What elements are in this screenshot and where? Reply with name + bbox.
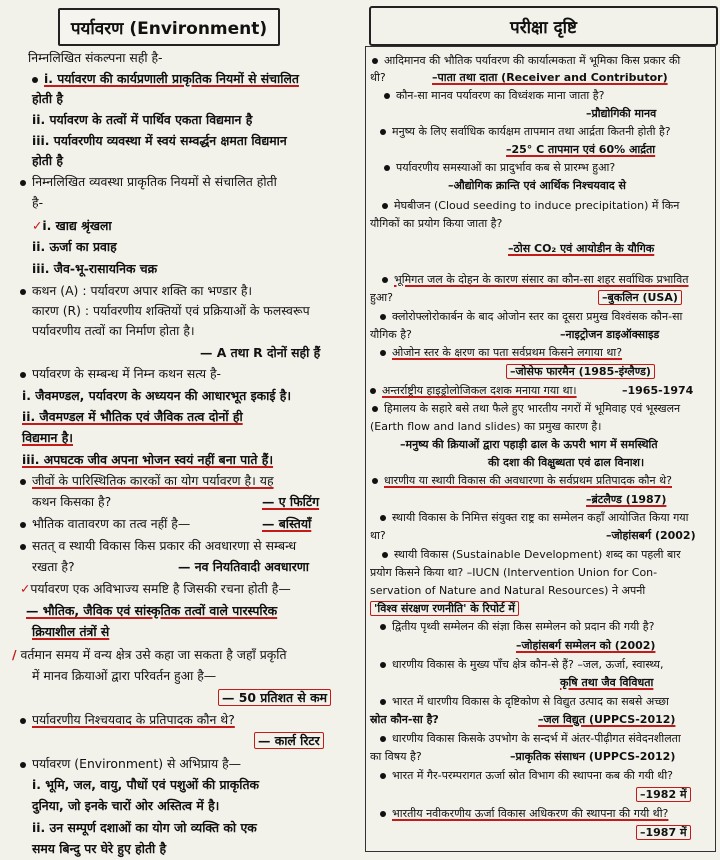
text-line: भौतिक वातावरण का तत्व नहीं है— (20, 514, 190, 533)
answer-line: –25° C तापमान एवं 60% आर्द्रता (506, 143, 656, 156)
bullet-icon (20, 479, 26, 485)
bullet-icon (382, 277, 388, 283)
text-line: 'विश्व संरक्षण रणनीति' के रिपोर्ट में (370, 600, 519, 617)
text-line: रखता है? (32, 559, 75, 574)
answer-line: –मनुष्य की क्रियाओं द्वारा पहाड़ी ढाल के ऊपरी भाग में समस्थिति (400, 438, 658, 451)
bullet-icon (380, 811, 386, 817)
answer-line: — ए फिटिंग (262, 494, 320, 509)
bullet-icon (384, 93, 390, 99)
text-line: निम्नलिखित व्यवस्था प्राकृतिक नियमों से संचालित होती (20, 172, 277, 191)
bullet-icon (380, 314, 386, 320)
answer-line: — 50 प्रतिशत से कम (218, 688, 331, 707)
bullet-icon (370, 388, 376, 394)
answer-line: — कार्ल रिटर (254, 731, 324, 750)
text-line: सतत् व स्थायी विकास किस प्रकार की अवधारणा से सम्बन्ध (20, 536, 296, 555)
text-line: धारणीय विकास के मुख्य पाँच क्षेत्र कौन-से हैं? –जल, ऊर्जा, स्वास्थ्य, (380, 656, 664, 673)
bullet-icon (380, 350, 386, 356)
text-line: में मानव क्रियाओं द्वारा परिवर्तन हुआ है— (32, 668, 217, 683)
bullet-icon (32, 77, 38, 83)
answer-line: –प्राकृतिक संसाधन (UPPCS-2012) (510, 750, 676, 763)
answer-line: –ब्रंटलैण्ड (1987) (586, 493, 667, 506)
text-line: स्रोत कौन-सा है? (370, 713, 439, 726)
text-line: कारण (R) : पर्यावरणीय शक्तियों एवं प्रक्रियाओं के फलस्वरूप (32, 303, 310, 318)
answer-line: –ठोस CO₂ एवं आयोडीन के यौगिक (508, 242, 655, 255)
text-line: दुनिया, जो इनके चारों ओर अस्तित्व में है। (32, 798, 220, 813)
answer-line: –बुकलिन (USA) (598, 289, 682, 306)
answer-line: –प्रौद्योगिकी मानव (586, 107, 657, 120)
bullet-icon (380, 129, 386, 135)
text-line: धारणीय विकास किसके उपभोग के सन्दर्भ में अंतर-पीढ़ीगत संवेदनशीलता (380, 730, 681, 747)
text-line: servation of Nature and Natural Resources) ने अपनी (370, 584, 646, 597)
text-line: धारणीय या स्थायी विकास की अवधारणा के सर्वप्रथम प्रतिपादक कौन थे? (372, 472, 672, 489)
text-line: पर्यावरण (Environment) से अभिप्राय है— (20, 754, 241, 773)
bullet-icon (20, 522, 26, 528)
text-line: iii. पर्यावरणीय व्यवस्था में स्वयं सम्वर्द्धन क्षमता विद्यमान (32, 133, 287, 148)
text-line: थी? (370, 71, 386, 84)
text-line: क्लोरोफ्लोरोकार्बन के बाद ओजोन स्तर का दूसरा प्रमुख विश्वंसक कौन-सा (380, 308, 682, 325)
text-line: i. पर्यावरण की कार्यप्रणाली प्राकृतिक नियमों से संचालित (32, 69, 299, 88)
text-line: द्वितीय पृथ्वी सम्मेलन की संज्ञा किस सम्मेलन को प्रदान की गयी है? (380, 618, 654, 635)
bullet-icon (372, 478, 378, 484)
tick-icon: ✓ (32, 218, 43, 233)
text-line: हुआ? (370, 291, 393, 304)
bullet-icon (380, 624, 386, 630)
text-line: होती है (32, 153, 63, 168)
text-line: पर्यावरणीय तत्वों का निर्माण होता है। (32, 323, 195, 338)
text-line: भारत में गैर-परम्परागत ऊर्जा स्रोत विभाग की स्थापना कब की गयी थी? (380, 767, 673, 784)
bullet-icon (20, 289, 26, 295)
text-line: कथन किसका है? (32, 494, 112, 509)
text-line: होती है (32, 91, 63, 106)
answer-line: –1982 में (636, 786, 691, 803)
bullet-icon (372, 58, 378, 64)
text-line: पर्यावरण के सम्बन्ध में निम्न कथन सत्य है- (20, 364, 221, 383)
answer-line: — A तथा R दोनों सही हैं (200, 345, 321, 360)
text-line: था? (370, 529, 386, 542)
text-line: ii. ऊर्जा का प्रवाह (32, 239, 117, 254)
answer-line: — भौतिक, जैविक एवं सांस्कृतिक तत्वों वाले पारस्परिक (26, 603, 278, 618)
text-line: कथन (A) : पर्यावरण अपार शक्ति का भण्डार है। (20, 281, 252, 300)
answer-line: — बस्तियाँ (262, 516, 312, 531)
text-line: ओजोन स्तर के क्षरण का पता सर्वप्रथम किसने लगाया था? (380, 344, 622, 361)
answer-line: –जोहांसबर्ग सम्मेलन को (2002) (516, 639, 656, 652)
bullet-icon (20, 762, 26, 768)
text-line: पर्यावरणीय समस्याओं का प्रादुर्भाव कब से प्रारम्भ हुआ? (384, 159, 615, 176)
answer-line: क्रियाशील तंत्रों से (32, 624, 110, 639)
text-line: / वर्तमान समय में वन्य क्षेत्र उसे कहा जा सकता है जहाँ प्रकृति (12, 647, 287, 662)
tick-icon: / (12, 647, 17, 662)
text-line: ii. पर्यावरण के तत्वों में पार्थिव एकता विद्यमान है (32, 112, 253, 127)
tick-icon: ✓ (20, 581, 31, 596)
answer-line: कृषि तथा जैव विविधता (560, 676, 654, 689)
answer-line: –औद्योगिक क्रान्ति एवं आर्थिक निश्चयवाद से (448, 179, 626, 192)
answer-line: –जोसेफ फारमैन (1985-इंग्लैण्ड) (506, 363, 655, 380)
text-line: स्थायी विकास के निमित्त संयुक्त राष्ट्र का सम्मेलन कहाँ आयोजित किया गया (380, 509, 689, 526)
text-line: निम्नलिखित संकल्पना सही है- (28, 50, 163, 65)
text-line: हिमालय के सहारे बसे तथा फैले हुए भारतीय नगरों में भूमिवाह एवं भूस्खलन (372, 400, 680, 417)
text-line: आदिमानव की भौतिक पर्यावरण की कार्यात्मकता में भूमिका किस प्रकार की (372, 52, 680, 69)
text-line: अन्तर्राष्ट्रीय हाइड्रोलोजिकल दशक मनाया गया था। (370, 382, 577, 399)
text-line: ✓i. खाद्य श्रृंखला (32, 218, 112, 233)
text-line: जीवों के पारिस्थितिक कारकों का योग पर्यावरण है। यह (20, 471, 274, 490)
answer-line: — नव नियतिवादी अवधारणा (178, 559, 309, 574)
answer-line: –जल विद्युत (UPPCS-2012) (538, 713, 676, 726)
text-line: (Earth flow and land slides) का प्रमुख कारण है। (370, 420, 602, 433)
bullet-icon (382, 552, 388, 558)
text-line: i. भूमि, जल, वायु, पौधों एवं पशुओं की प्राकृतिक (32, 777, 260, 792)
bullet-icon (382, 203, 388, 209)
bullet-icon (380, 515, 386, 521)
answer-line: –पाता तथा दाता (Receiver and Contributor) (432, 71, 668, 84)
answer-line: –1965-1974 (622, 384, 694, 397)
left-title: पर्यावरण (Environment) (58, 8, 280, 46)
text-line: भारत में धारणीय विकास के दृष्टिकोण से विद्युत उत्पाद का सबसे अच्छा (380, 693, 669, 710)
bullet-icon (20, 718, 26, 724)
text-line: है- (32, 195, 44, 210)
text-line: पर्यावरणीय निश्चयवाद के प्रतिपादक कौन थे? (20, 710, 235, 729)
right-column (360, 0, 720, 860)
bullet-icon (380, 773, 386, 779)
right-title: परीक्षा दृष्टि (369, 6, 718, 46)
answer-line: –1987 में (636, 824, 691, 841)
bullet-icon (20, 180, 26, 186)
text-line: ii. जैवमण्डल में भौतिक एवं जैविक तत्व दोनों ही (22, 409, 243, 424)
answer-line: –नाइट्रोजन डाइऑक्साइड (560, 328, 660, 341)
text-line: ii. उन सम्पूर्ण दशाओं का योग जो व्यक्ति को एक (32, 820, 257, 835)
text-line: विद्यमान है। (22, 430, 73, 445)
bullet-icon (384, 165, 390, 171)
text-line: समय बिन्दु पर घेरे हुए होती है (32, 841, 167, 856)
text-line: i. जैवमण्डल, पर्यावरण के अध्ययन की आधारभूत इकाई है। (22, 388, 292, 403)
text-line: प्रयोग किसने किया था? –IUCN (Intervention Union for Con- (370, 566, 658, 579)
text-line: ✓पर्यावरण एक अविभाज्य समष्टि है जिसकी रचना होती है— (20, 581, 291, 596)
bullet-icon (380, 662, 386, 668)
answer-line: की दशा की विक्षुब्धता एवं ढाल विनाश। (488, 456, 645, 469)
answer-line: –जोहांसबर्ग (2002) (606, 529, 696, 542)
text-line: iii. जैव-भू-रासायनिक चक्र (32, 261, 158, 276)
left-column (0, 0, 358, 860)
text-line: मेघबीजन (Cloud seeding to induce precipitation) में किन (382, 197, 679, 214)
text-line: iii. अपघटक जीव अपना भोजन स्वयं नहीं बना पाते हैं। (22, 452, 274, 467)
text-line: भूमिगत जल के दोहन के कारण संसार का कौन-सा शहर सर्वाधिक प्रभावित (382, 271, 689, 288)
text-line: मनुष्य के लिए सर्वाधिक कार्यक्षम तापमान तथा आर्द्रता कितनी होती है? (380, 123, 671, 140)
text-line: कौन-सा मानव पर्यावरण का विध्वंशक माना जाता है? (384, 87, 604, 104)
text-line: यौगिक है? (370, 328, 412, 341)
text-line: भारतीय नवीकरणीय ऊर्जा विकास अधिकरण की स्थापना की गयी थी? (380, 805, 668, 822)
text-line: यौगिकों का प्रयोग किया जाता है? (370, 217, 503, 230)
bullet-icon (372, 406, 378, 412)
text-line: का विषय है? (370, 750, 422, 763)
bullet-icon (20, 372, 26, 378)
bullet-icon (380, 736, 386, 742)
bullet-icon (20, 544, 26, 550)
bullet-icon (380, 699, 386, 705)
text-line: स्थायी विकास (Sustainable Development) शब्द का पहली बार (382, 546, 681, 563)
